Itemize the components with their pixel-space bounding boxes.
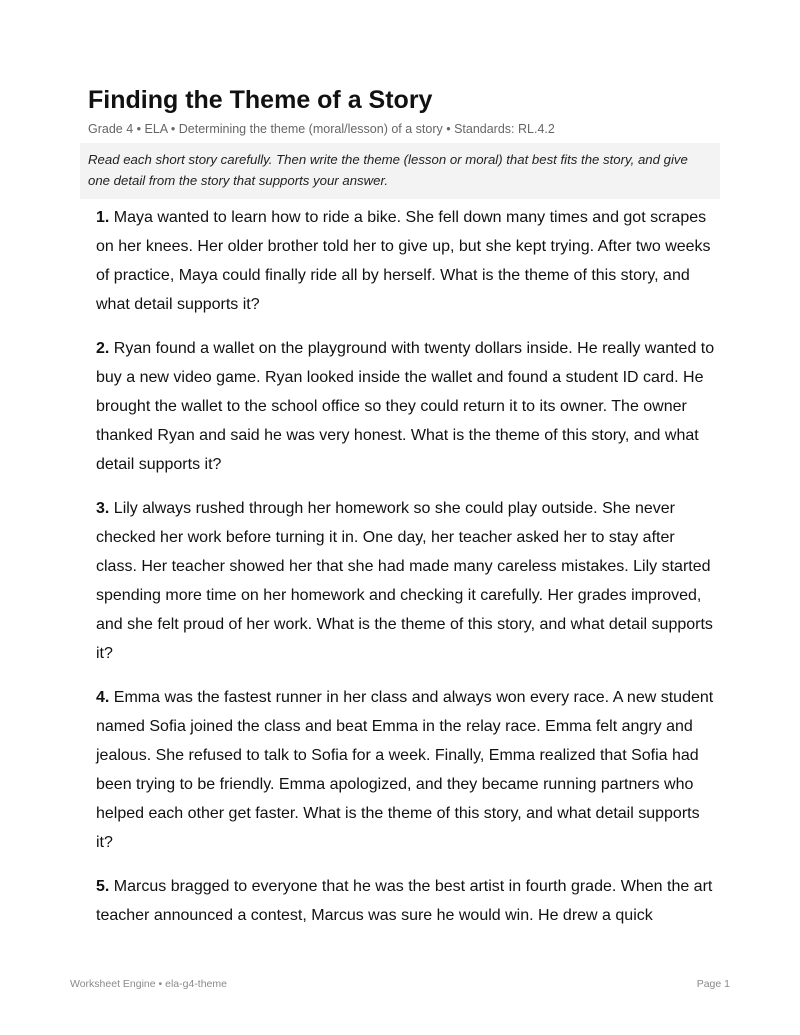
question-item	[96, 334, 720, 479]
instructions-box: Read each short story carefully. Then write the theme (lesson or moral) that best fits the story, and give one detail from the story that supports your answer.	[80, 143, 720, 199]
page-number: Page 1	[696, 978, 730, 990]
question-text: Marcus bragged to everyone that he was the best artist in fourth grade. When the art teacher announced a contest, Marcus was sure he would win. He drew a quick	[96, 878, 713, 924]
question-number: 5.	[96, 878, 110, 895]
question-item	[96, 683, 720, 857]
footer-source: Worksheet Engine • ela-g4-theme	[70, 978, 227, 990]
question-list	[96, 203, 720, 945]
page-subtitle: Grade 4 • ELA • Determining the theme (moral/lesson) of a story • Standards: RL.4.2	[88, 122, 555, 136]
question-item	[96, 494, 720, 668]
question-item	[96, 872, 720, 930]
question-text: Lily always rushed through her homework so she could play outside. She never checked her work before turning it in. One day, her teacher asked her to stay after class. Her teacher showed her that she had made many careless mistakes. Lily started spending more time on her homework and checking it carefully. Her grades improved, and she felt proud of her work. What is the theme of this story, and what detail supports it?	[96, 500, 713, 662]
question-text: Maya wanted to learn how to ride a bike. She fell down many times and got scrapes on her knees. Her older brother told her to give up, but she kept trying. After two weeks of practice, Maya could finally ride all by herself. What is the theme of this story, and what detail supports it?	[96, 209, 711, 313]
question-text: Emma was the fastest runner in her class and always won every race. A new student named Sofia joined the class and beat Emma in the relay race. Emma felt angry and jealous. She refused to talk to Sofia for a week. Finally, Emma realized that Sofia had been trying to be friendly. Emma apologized, and they became running partners who helped each other get faster. What is the theme of this story, and what detail supports it?	[96, 689, 714, 851]
question-number: 4.	[96, 689, 110, 706]
question-number: 2.	[96, 340, 110, 357]
question-number: 1.	[96, 209, 110, 226]
question-item	[96, 203, 720, 319]
question-number: 3.	[96, 500, 110, 517]
question-text: Ryan found a wallet on the playground with twenty dollars inside. He really wanted to buy a new video game. Ryan looked inside the wallet and found a student ID card. He brought the wallet to the school office so they could return it to its owner. The owner thanked Ryan and said he was very honest. What is the theme of this story, and what detail supports it?	[96, 340, 715, 473]
page-title: Finding the Theme of a Story	[88, 86, 433, 114]
